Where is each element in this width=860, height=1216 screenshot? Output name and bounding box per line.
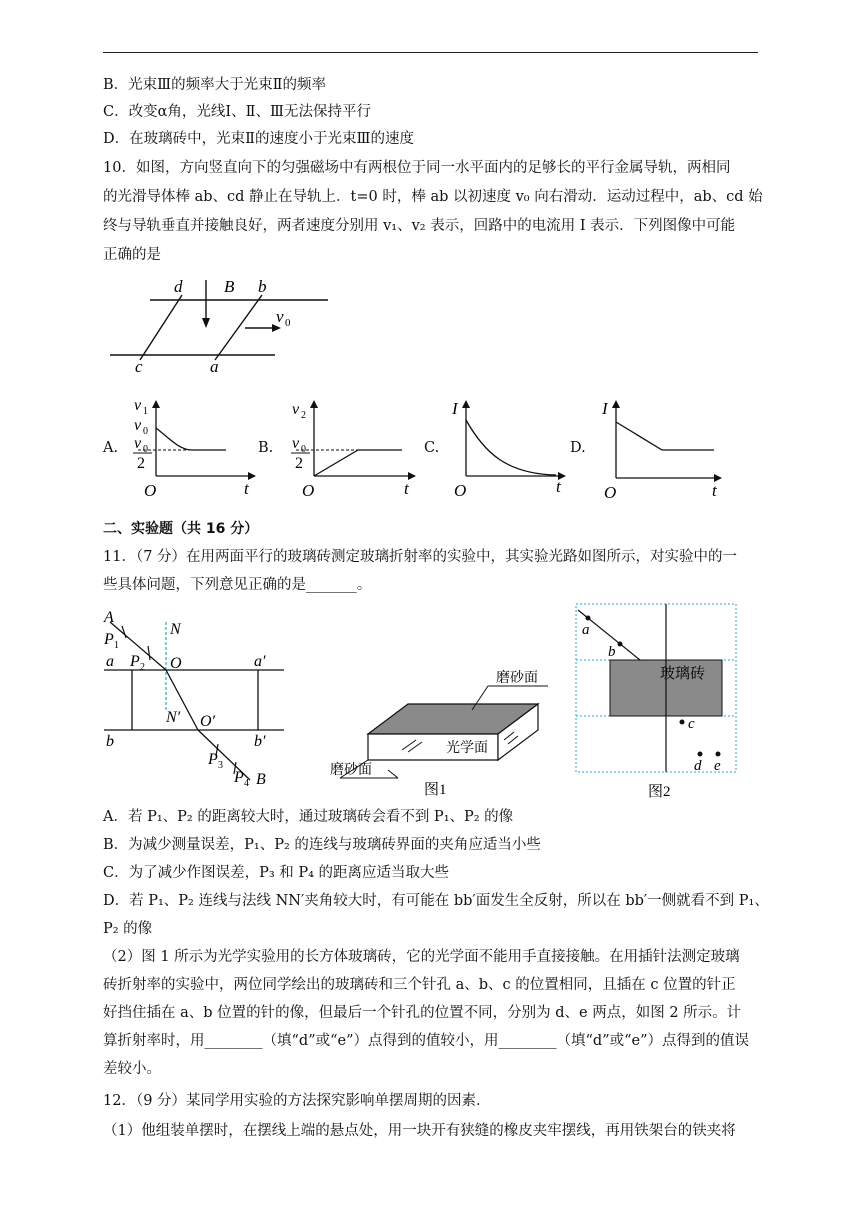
q11-stem-line2: 些具体问题，下列意见正确的是_______。 <box>103 577 372 593</box>
svg-text:I: I <box>452 399 458 418</box>
svg-text:t: t <box>404 479 409 498</box>
svg-text:B: B <box>256 771 266 788</box>
svg-text:N′: N′ <box>166 709 181 726</box>
q11-stem-line1: 11．（7 分）在用两面平行的玻璃砖测定玻璃折射率的实验中，其实验光路如图所示，对实验中的一 <box>103 549 738 565</box>
svg-text:v: v <box>134 417 142 434</box>
svg-text:e: e <box>714 758 721 774</box>
svg-text:2: 2 <box>301 410 306 421</box>
graph-c <box>446 392 576 504</box>
svg-text:c: c <box>688 716 695 732</box>
svg-text:v: v <box>292 401 300 418</box>
pin-e <box>716 752 721 757</box>
svg-text:P: P <box>234 769 244 786</box>
pin-b <box>618 642 623 647</box>
svg-text:4: 4 <box>244 778 249 789</box>
svg-text:I: I <box>602 399 608 418</box>
svg-text:玻璃砖: 玻璃砖 <box>660 666 706 682</box>
svg-text:图1: 图1 <box>424 782 447 796</box>
svg-text:A: A <box>104 609 114 626</box>
svg-text:1: 1 <box>143 406 148 417</box>
rails-diagram <box>100 270 340 380</box>
svg-text:0: 0 <box>301 444 306 455</box>
field-arrowhead <box>202 318 210 328</box>
graph-b-option: B. <box>258 440 274 456</box>
svg-text:v: v <box>292 435 300 452</box>
q11-option-c: C．为了减少作图误差，P₃ 和 P₄ 的距离应适当取大些 <box>103 865 450 881</box>
q10-stem-line1: 10．如图，方向竖直向下的匀强磁场中有两根位于同一水平面内的足够长的平行金属导轨，两相同 <box>103 160 731 176</box>
svg-text:b′: b′ <box>254 733 266 750</box>
q9-option-d: D．在玻璃砖中，光束Ⅱ的速度小于光束Ⅲ的速度 <box>103 131 414 147</box>
svg-text:图2: 图2 <box>648 784 671 800</box>
svg-text:v: v <box>134 397 142 414</box>
svg-text:b: b <box>106 733 114 750</box>
q9-option-c: C．改变α角，光线Ⅰ、Ⅱ、Ⅲ无法保持平行 <box>103 104 371 120</box>
q10-stem-line4: 正确的是 <box>103 247 161 263</box>
q11-option-b: B．为减少测量误差，P₁、P₂ 的连线与玻璃砖界面的夹角应适当小些 <box>103 837 541 853</box>
svg-text:磨砂面: 磨砂面 <box>330 763 372 778</box>
svg-text:t: t <box>556 477 561 496</box>
svg-text:光学面: 光学面 <box>446 741 488 756</box>
svg-text:b: b <box>608 644 616 660</box>
q11-part2-line3: 好挡住插在 a、b 位置的针的像，但最后一个针孔的位置不同，分别为 d、e 两点，如图 2 所示。计 <box>103 1005 742 1021</box>
svg-text:O: O <box>144 481 157 500</box>
graph-c-option: C. <box>424 440 440 456</box>
svg-text:t: t <box>244 479 249 498</box>
svg-text:O: O <box>454 481 467 500</box>
svg-text:d: d <box>694 758 702 774</box>
svg-text:O: O <box>170 655 182 672</box>
current-line <box>616 422 714 450</box>
svg-text:t: t <box>712 481 717 500</box>
q11-part2-line2: 砖折射率的实验中，两位同学绘出的玻璃砖和三个针孔 a、b、c 的位置相同，且插在 c 位置的针正 <box>103 977 736 993</box>
svg-text:O′: O′ <box>200 713 216 730</box>
svg-text:a: a <box>582 622 590 638</box>
glass-block-figure <box>328 670 558 796</box>
refraction-diagram <box>100 604 300 794</box>
rod-cd <box>140 295 182 360</box>
svg-text:P: P <box>104 631 114 648</box>
q12-stem-line1: 12．（9 分）某同学用实验的方法探究影响单摆周期的因素． <box>103 1093 491 1109</box>
v1-curve <box>156 428 226 450</box>
svg-text:磨砂面: 磨砂面 <box>496 671 538 686</box>
v2-curve <box>314 450 402 476</box>
label-B: B <box>224 277 235 296</box>
svg-text:v: v <box>134 435 142 452</box>
svg-text:0: 0 <box>143 426 148 437</box>
q12-stem-line2: （1）他组装单摆时，在摆线上端的悬点处，用一块开有狭缝的橡皮夹牢摆线，再用铁架台的铁夹将 <box>103 1123 736 1139</box>
svg-text:2: 2 <box>295 455 303 472</box>
graph-a-option: A. <box>103 440 119 456</box>
svg-text:a: a <box>106 653 114 670</box>
label-c: c <box>135 357 143 376</box>
svg-text:3: 3 <box>218 760 223 771</box>
svg-text:1: 1 <box>114 640 119 651</box>
section-heading: 二、实验题（共 16 分） <box>103 521 259 537</box>
q11-option-a: A．若 P₁、P₂ 的距离较大时，通过玻璃砖会看不到 P₁、P₂ 的像 <box>103 809 514 825</box>
svg-text:O: O <box>302 481 315 500</box>
q11-option-d-line1: D．若 P₁、P₂ 连线与法线 NN′夹角较大时，有可能在 bb′面发生全反射，所以在 bb′一侧就看不到 P₁、 <box>103 893 769 909</box>
graph-d-option: D. <box>570 440 586 456</box>
graph-b <box>284 392 424 504</box>
q10-stem-line3: 终与导轨垂直并接触良好，两者速度分别用 v₁、v₂ 表示，回路中的电流用 I 表示．下列图像中可能 <box>103 218 736 234</box>
label-a: a <box>210 357 219 376</box>
graph-a <box>124 392 264 504</box>
label-v0-sub: 0 <box>285 317 291 329</box>
svg-text:2: 2 <box>137 455 145 472</box>
label-d: d <box>174 277 183 296</box>
svg-text:2: 2 <box>140 662 145 673</box>
svg-text:P: P <box>130 653 140 670</box>
pin-c <box>680 720 685 725</box>
svg-text:N: N <box>170 621 181 638</box>
q11-part2-line5: 差较小。 <box>103 1061 161 1077</box>
q11-part2-line1: （2）图 1 所示为光学实验用的长方体玻璃砖，它的光学面不能用手直接接触。在用插针法测定玻璃 <box>103 949 740 965</box>
label-v0: v <box>276 307 284 326</box>
svg-text:a′: a′ <box>254 653 266 670</box>
header-rule <box>103 52 758 53</box>
svg-text:P: P <box>208 751 218 768</box>
pin-d <box>698 752 703 757</box>
svg-text:0: 0 <box>143 444 148 455</box>
current-curve <box>466 420 556 475</box>
q9-option-b: B．光束Ⅲ的频率大于光束Ⅱ的频率 <box>103 77 326 93</box>
pin-a <box>586 616 591 621</box>
graph-d <box>594 392 734 504</box>
q11-part2-line4: 算折射率时，用________（填“d”或“e”）点得到的值较小，用________（填“d”或“e”）点得到的值误 <box>103 1033 750 1049</box>
q10-stem-line2: 的光滑导体棒 ab、cd 静止在导轨上．t=0 时，棒 ab 以初速度 v₀ 向右滑动．运动过程中，ab、cd 始 <box>103 189 763 205</box>
pin-figure-2 <box>570 600 748 800</box>
q11-option-d-line2: P₂ 的像 <box>103 921 153 937</box>
label-b: b <box>258 277 267 296</box>
svg-text:O: O <box>604 483 617 502</box>
